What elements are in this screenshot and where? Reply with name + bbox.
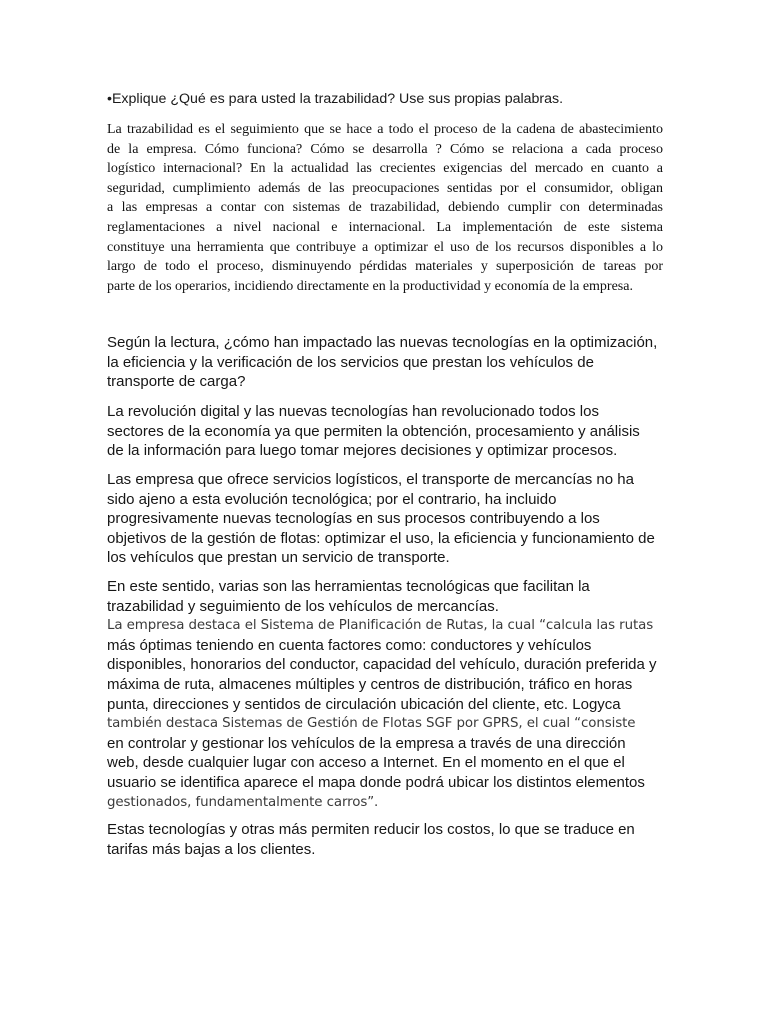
text-line: máxima de ruta, almacenes múltiples y centros de distribución, tráfico en horas [107, 675, 633, 693]
text-line: La trazabilidad es el seguimiento que se hace a todo el proceso de la cadena de abastecimiento [107, 122, 663, 137]
text-line: más óptimas teniendo en cuenta factores como: conductores y vehículos [107, 636, 592, 654]
text-line: seguridad, cumplimiento además de las preocupaciones sentidas por el consumidor, obligan [107, 180, 663, 196]
quoted-text-line: gestionados, fundamentalmente carros”. [107, 794, 379, 810]
text-line: sido ajeno a esta evolución tecnológica; por el contrario, ha incluido [107, 490, 557, 508]
text-line: La revolución digital y las nuevas tecnologías han revolucionado todos los [107, 403, 599, 420]
text-line: usuario se identifica aparece el mapa donde podrá ubicar los distintos elementos [107, 773, 645, 791]
quoted-text-line: La empresa destaca el Sistema de Planificación de Rutas, la cual “calcula las rutas [107, 618, 654, 634]
paragraph-4 [107, 820, 663, 859]
text-line: reglamentaciones a nivel nacional e internacional. La implementación de este sistema [107, 219, 663, 235]
text-line: Según la lectura, ¿cómo han impactado las nuevas tecnologías en la optimización, [107, 334, 658, 351]
text-line: transporte de carga? [107, 373, 246, 391]
text-line: logístico internacional? En la actualidad las crecientes exigencias del mercado en cuanto a [107, 161, 663, 177]
text-line: progresivamente nuevas tecnologías en sus procesos contribuyendo a los [107, 510, 600, 528]
paragraph-1 [107, 402, 663, 461]
text-line: En este sentido, varias son las herramientas tecnológicas que facilitan la [107, 578, 590, 595]
text-line: la eficiencia y la verificación de los servicios que prestan los vehículos de [107, 353, 594, 371]
bullet: • [107, 91, 112, 107]
text-line: web, desde cualquier lugar con acceso a Internet. En el momento en el que el [107, 754, 625, 772]
text-line: Estas tecnologías y otras más permiten reducir los costos, lo que se traduce en [107, 821, 635, 838]
text-line: de la información para luego tomar mejores decisiones y optimizar procesos. [107, 442, 618, 460]
question-1 [107, 89, 663, 109]
text-line: disponibles, honorarios del conductor, capacidad del vehículo, duración preferida y [107, 656, 657, 674]
text-line: a las empresas a contar con sistemas de trazabilidad, debiendo cumplir con determinadas [107, 200, 663, 216]
text-line: tarifas más bajas a los clientes. [107, 840, 316, 858]
text-line: de la empresa. Cómo funciona? Cómo se desarrolla ? Cómo se relaciona a cada proceso [107, 141, 663, 157]
text-line: trazabilidad y seguimiento de los vehículos de mercancías. [107, 597, 499, 615]
text-line: sectores de la economía ya que permiten la obtención, procesamiento y análisis [107, 422, 640, 440]
quoted-text-line: también destaca Sistemas de Gestión de Flotas SGF por GPRS, el cual “consiste [107, 716, 636, 732]
text-line: los vehículos que prestan un servicio de transporte. [107, 549, 450, 567]
paragraph-3 [107, 577, 663, 812]
paragraph-2 [107, 470, 663, 568]
text-line: punta, direcciones y sentidos de circulación ubicación del cliente, etc. Logyca [107, 695, 621, 713]
text-line: constituye una herramienta que contribuye a optimizar el uso de los recursos disponibles a lo [107, 239, 663, 255]
text-line: Las empresa que ofrece servicios logísticos, el transporte de mercancías no ha [107, 471, 634, 488]
question-1-text: Explique ¿Qué es para usted la trazabilidad? Use sus propias palabras. [111, 91, 564, 107]
answer-1 [107, 120, 663, 296]
text-line: largo de todo el proceso, disminuyendo pérdidas materiales y superposición de tareas por [107, 259, 663, 275]
text-line: parte de los operarios, incidiendo directamente en la productividad y economía de la empresa. [107, 278, 633, 294]
text-line: objetivos de la gestión de flotas: optimizar el uso, la eficiencia y funcionamiento de [107, 529, 655, 547]
text-line: en controlar y gestionar los vehículos de la empresa a través de una dirección [107, 734, 626, 752]
question-2 [107, 333, 663, 392]
